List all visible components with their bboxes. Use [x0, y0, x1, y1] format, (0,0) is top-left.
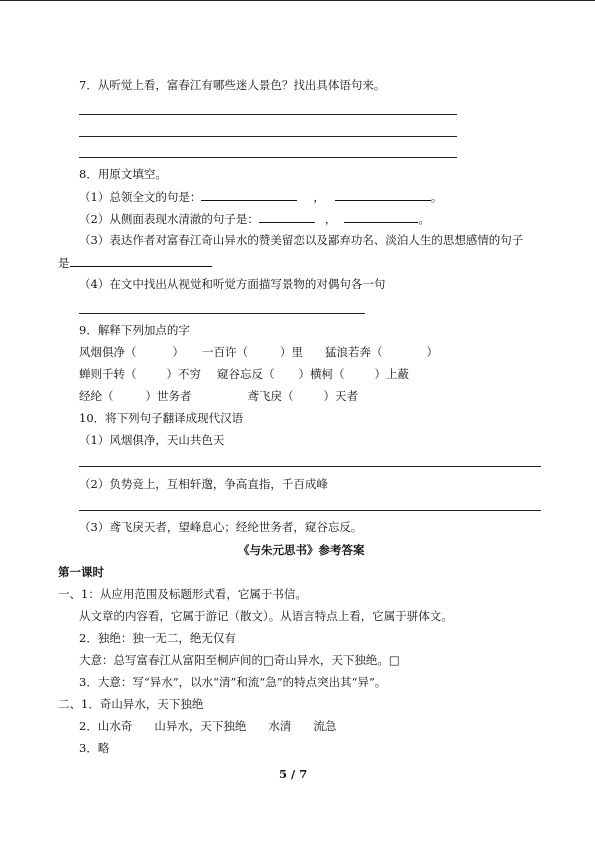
q8-sub1-end: 。 — [430, 190, 443, 204]
answer-1-3: 3．大意：写“异水”，以水“清”和流“急”的特点突出其“异”。 — [79, 675, 387, 689]
q8-sub1-blank-2[interactable] — [335, 189, 431, 201]
q9-item-chanze: 蝉则千转（ — [79, 367, 137, 381]
q9-item-chanze-close: ）不穷 — [166, 367, 201, 381]
q7-question: 7．从听觉上看，富春江有哪些迷人景色？找出具体语句来。 — [79, 78, 386, 92]
q8-sub2-end: 。 — [418, 212, 430, 226]
q10-sub3: （3）鸢飞戾天者，望峰息心；经纶世务者，窥谷忘反。 — [79, 520, 363, 534]
q10-sub2: （2）负势竞上，互相轩邈，争高直指，千百成峰 — [79, 477, 328, 491]
q8-sub2 — [79, 211, 430, 226]
q9-item-menglang-close: ） — [426, 345, 438, 359]
q10-sub2-answer-line[interactable] — [79, 510, 541, 511]
q9-item-yuanfei: 鸢飞戾（ — [247, 389, 294, 403]
q8-sub3-blank[interactable] — [70, 255, 212, 267]
q9-item-fengyan: 风烟俱净（ — [79, 345, 137, 359]
q9-row3 — [79, 389, 358, 403]
q10-sub1-answer-line[interactable] — [79, 466, 541, 467]
q8-sub1-blank-1[interactable] — [201, 189, 297, 201]
answer-2-2-part4: 流急 — [313, 719, 337, 733]
q8-sub4-answer-line[interactable] — [79, 313, 365, 314]
answer-2-2-part2: 山异水，天下独绝 — [154, 719, 247, 733]
page-number: 5 / 7 — [279, 767, 308, 781]
q8-sub2-label: （2）从侧面表现水清澈的句子是： — [79, 212, 259, 226]
q8-sub3-label: 是 — [58, 256, 70, 270]
answer-2-2-part3: 水清 — [268, 719, 292, 733]
q9-row1 — [79, 345, 438, 359]
answer-2-1: 二、1．奇山异水，天下独绝 — [58, 697, 204, 711]
answer-1-1: 一、1：从应用范围及标题形式看，它属于书信。 — [58, 587, 307, 601]
q10-question: 10．将下列句子翻译成现代汉语 — [79, 411, 244, 425]
answer-2-2-part1: 2．山水奇 — [79, 719, 133, 733]
q8-sub3-line2 — [58, 255, 212, 270]
answers-lesson-heading: 第一课时 — [58, 565, 104, 579]
answer-1-main-idea: 大意：总写富春江从富阳至桐庐间的□奇山异水，天下独绝。□ — [79, 653, 400, 667]
q8-sub1-sep: ， — [313, 190, 325, 204]
q9-item-hengke-close: ）上蔽 — [374, 367, 409, 381]
q9-row2 — [79, 367, 409, 381]
q9-item-kuigu: 窥谷忘反（ — [217, 367, 275, 381]
q9-item-yuanfei-close: ）天者 — [323, 389, 358, 403]
q8-sub2-blank-2[interactable] — [344, 211, 418, 223]
q7-answer-line-2[interactable] — [79, 136, 457, 137]
q8-sub1-label: （1）总领全文的句是： — [79, 190, 202, 204]
q7-answer-line-3[interactable] — [79, 157, 457, 158]
q7-answer-line-1[interactable] — [79, 114, 457, 115]
q9-item-fengyan-close: ） — [172, 345, 184, 359]
answer-1-1b: 从文章的内容看，它属于游记（散文）。从语言特点上看，它属于骈体文。 — [79, 609, 453, 623]
q10-sub1: （1）风烟俱净，天山共色天 — [79, 433, 225, 447]
q8-sub2-blank-1[interactable] — [259, 211, 315, 223]
q9-item-jinglun-close: ）世务者 — [145, 389, 192, 403]
top-border-line — [0, 0, 595, 1]
q9-item-menglang: 猛浪若奔（ — [325, 345, 383, 359]
answer-1-2: 2．独绝：独一无二，绝无仅有 — [79, 631, 236, 645]
q9-item-yibaixu: 一百许（ — [202, 345, 248, 359]
answers-title: 《与朱元思书》参考答案 — [238, 543, 365, 557]
answer-2-2 — [79, 719, 336, 733]
q8-sub1 — [79, 189, 442, 204]
q9-item-jinglun: 经纶（ — [79, 389, 114, 403]
q9-question: 9．解释下列加点的字 — [79, 323, 190, 337]
answer-2-3: 3．略 — [79, 741, 110, 755]
q8-sub4: （4）在文中找出从视觉和听觉方面描写景物的对偶句各一句 — [79, 277, 386, 291]
q8-sub3-line1: （3）表达作者对富春江奇山异水的赞美留恋以及鄙弃功名、淡泊人生的思想感情的句子 — [79, 233, 524, 247]
q8-question: 8．用原文填空。 — [79, 167, 167, 181]
q8-sub2-sep: ， — [324, 212, 337, 226]
q9-item-hengke: ）横柯（ — [298, 367, 345, 381]
q9-item-yibaixu-close: ）里 — [280, 345, 303, 359]
